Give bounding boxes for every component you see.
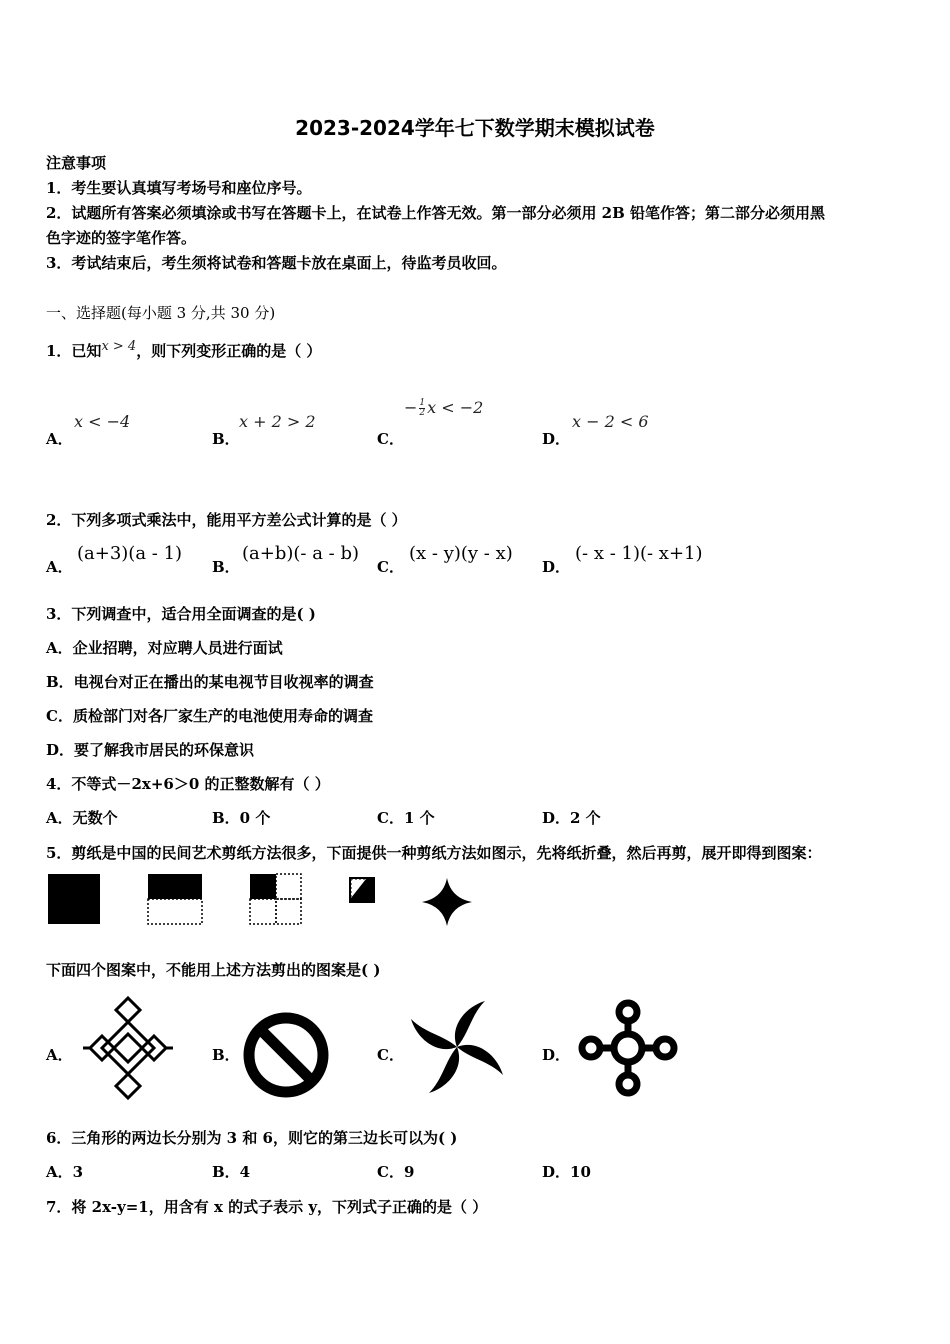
- q4-option-d: D．2 个: [542, 809, 601, 827]
- q6-option-d: D．10: [542, 1163, 591, 1181]
- q2-stem: 2．下列多项式乘法中，能用平方差公式计算的是（ ）: [46, 511, 407, 529]
- q6-option-a: A．3: [46, 1163, 84, 1181]
- q1-label-d: D．: [542, 430, 571, 448]
- q2-label-b: B．: [212, 558, 240, 576]
- fold-step-3-figure: [249, 873, 303, 925]
- q1-condition: x > 4: [101, 339, 137, 354]
- q3-option-a: A．企业招聘，对应聘人员进行面试: [46, 639, 283, 657]
- q5-stem: 5．剪纸是中国的民间艺术剪纸方法很多，下面提供一种剪纸方法如图示，先将纸折叠，然后再剪，展开即得到图案：: [46, 844, 822, 862]
- notice-line-2a: 2．试题所有答案必须填涂或书写在答题卡上，在试卷上作答无效。第一部分必须用 2B 铅笔作答；第二部分必须用黑: [46, 204, 826, 222]
- q1-stem-b: ，则下列变形正确的是（ ）: [136, 342, 322, 360]
- section-heading: 一、选择题(每小题 3 分,共 30 分): [46, 304, 276, 322]
- q3-option-c: C．质检部门对各厂家生产的电池使用寿命的调查: [46, 707, 373, 725]
- q3-option-b: B．电视台对正在播出的某电视节目收视率的调查: [46, 673, 374, 691]
- q5-stem-2: 下面四个图案中，不能用上述方法剪出的图案是( ): [46, 961, 381, 979]
- q5-label-c: C．: [377, 1046, 404, 1064]
- q4-option-a: A．无数个: [46, 809, 118, 827]
- q3-stem: 3．下列调查中，适合用全面调查的是( ): [46, 605, 316, 623]
- q1-stem: [46, 340, 321, 361]
- q1-option-c-num: 1: [419, 398, 426, 408]
- q4-option-b: B．0 个: [212, 809, 271, 827]
- q6-option-b: B．4: [212, 1163, 251, 1181]
- notice-heading: 注意事项: [46, 154, 107, 172]
- q1-option-c-minus: −: [404, 398, 418, 417]
- q2-label-c: C．: [377, 558, 404, 576]
- q5-label-b: B．: [212, 1046, 240, 1064]
- q2-option-c: (x - y)(y - x): [409, 543, 513, 564]
- q2-label-a: A．: [46, 558, 73, 576]
- q6-stem: 6．三角形的两边长分别为 3 和 6，则它的第三边长可以为( ): [46, 1129, 458, 1147]
- q5-option-a-figure: [80, 995, 176, 1101]
- q1-option-c-rest: x < −2: [427, 398, 484, 417]
- q6-option-c: C．9: [377, 1163, 415, 1181]
- q1-stem-a: 1．已知: [46, 342, 102, 360]
- q1-label-a: A．: [46, 430, 73, 448]
- q1-option-c-den: 2: [419, 408, 426, 418]
- q3-option-d: D．要了解我市居民的环保意识: [46, 741, 255, 759]
- q4-stem: 4．不等式－2x+6＞0 的正整数解有（ ）: [46, 775, 330, 793]
- q5-label-a: A．: [46, 1046, 73, 1064]
- q5-option-d-figure: [576, 997, 680, 1099]
- fold-step-1-figure: [47, 873, 101, 925]
- q4-option-c: C．1 个: [377, 809, 435, 827]
- fold-step-2-figure: [147, 873, 203, 925]
- q1-option-c: [404, 398, 483, 418]
- q2-label-d: D．: [542, 558, 571, 576]
- fold-result-figure: [420, 876, 474, 928]
- q2-option-a: (a+3)(a - 1): [77, 543, 183, 564]
- page-title: 2023-2024学年七下数学期末模拟试卷: [295, 116, 655, 140]
- q1-label-c: C．: [377, 430, 404, 448]
- q2-option-d: (- x - 1)(- x+1): [575, 543, 703, 564]
- notice-line-1: 1．考生要认真填写考场号和座位序号。: [46, 179, 312, 197]
- q7-stem: 7．将 2x-y=1，用含有 x 的式子表示 y，下列式子正确的是（ ）: [46, 1198, 488, 1216]
- q2-option-b: (a+b)(- a - b): [242, 543, 360, 564]
- notice-line-3: 3．考试结束后，考生须将试卷和答题卡放在桌面上，待监考员收回。: [46, 254, 507, 272]
- q5-option-c-figure: [405, 996, 509, 1098]
- q1-option-b: x + 2 > 2: [239, 412, 316, 431]
- fold-step-4-figure: [348, 876, 376, 904]
- q1-label-b: B．: [212, 430, 240, 448]
- q5-option-b-figure: [240, 1011, 332, 1099]
- q1-option-d: x − 2 < 6: [572, 412, 649, 431]
- q1-option-a: x < −4: [74, 412, 131, 431]
- notice-line-2b: 色字迹的签字笔作答。: [46, 229, 197, 247]
- q5-label-d: D．: [542, 1046, 571, 1064]
